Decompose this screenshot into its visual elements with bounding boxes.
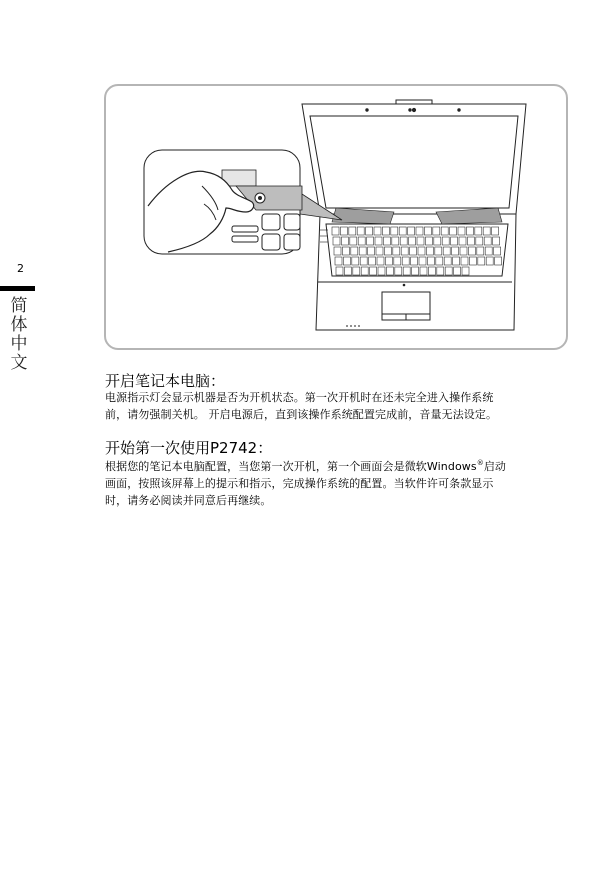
keyboard-key [385, 257, 392, 265]
keyboard-key [451, 237, 458, 245]
keyboard-key [399, 227, 406, 235]
keyboard-key [384, 247, 391, 255]
keyboard-key [357, 227, 364, 235]
keyboard-key [444, 257, 451, 265]
keyboard-key [350, 237, 357, 245]
keyboard-key [361, 267, 368, 275]
keyboard-key [466, 227, 473, 235]
keyboard-key [426, 247, 433, 255]
keyboard-key [417, 237, 424, 245]
keyboard-key [416, 227, 423, 235]
keyboard-key [400, 237, 407, 245]
keyboard-key [450, 227, 457, 235]
side-tab-char: 文 [10, 353, 28, 373]
keyboard-key [475, 227, 482, 235]
keyboard-key [453, 257, 460, 265]
keyboard-key [443, 247, 450, 255]
keyboard-key [340, 227, 347, 235]
keyboard-key [412, 267, 419, 275]
keyboard-key [391, 227, 398, 235]
keyboard-key [492, 227, 499, 235]
paragraph-line: 画面，按照该屏幕上的提示和指示，完成操作系统的配置。当软件许可条款显示 [105, 477, 494, 490]
keyboard-key [437, 267, 444, 275]
keyboard-key [436, 257, 443, 265]
keyboard-key [342, 247, 349, 255]
keyboard-key [332, 227, 339, 235]
paragraph-line [105, 458, 575, 475]
keyboard-key [458, 227, 465, 235]
keyboard-key [409, 237, 416, 245]
keyboard-key [434, 237, 441, 245]
side-tab-char: 简 [10, 296, 28, 316]
keyboard-key [360, 257, 367, 265]
laptop-lid [302, 100, 526, 214]
side-tab-char: 体 [10, 315, 28, 335]
keyboard-key [452, 247, 459, 255]
keyboard-key [336, 267, 343, 275]
keyboard-key [495, 257, 502, 265]
laptop-illustration [106, 86, 570, 352]
keyboard-key [366, 227, 373, 235]
section-heading-power-on: 开启笔记本电脑： [105, 372, 226, 390]
keyboard-key [393, 247, 400, 255]
keyboard-key [424, 227, 431, 235]
keyboard-key [411, 257, 418, 265]
keyboard-key [469, 257, 476, 265]
keyboard-key [395, 267, 402, 275]
keyboard-key [377, 257, 384, 265]
laptop-illustration-frame [104, 84, 568, 350]
registered-mark: ® [476, 459, 484, 467]
keyboard-key [435, 247, 442, 255]
keyboard-key [333, 237, 340, 245]
keyboard-key [454, 267, 461, 275]
keyboard-key [442, 237, 449, 245]
zoom-callout [144, 150, 302, 254]
keyboard-key [461, 257, 468, 265]
keyboard-key [402, 257, 409, 265]
keyboard-key [425, 237, 432, 245]
keyboard-key [478, 257, 485, 265]
keyboard-key [344, 267, 351, 275]
keyboard-key [386, 267, 393, 275]
keyboard-key [392, 237, 399, 245]
keyboard-key [477, 247, 484, 255]
keyboard-key [403, 267, 410, 275]
keyboard-key [445, 267, 452, 275]
side-tab-char: 中 [10, 334, 28, 354]
side-tab-bar [0, 286, 35, 291]
keyboard-key [369, 257, 376, 265]
keyboard-key [349, 227, 356, 235]
side-tab-language [9, 297, 29, 373]
keyboard-key [368, 247, 375, 255]
keyboard-key [486, 257, 493, 265]
keyboard-key [334, 247, 341, 255]
keyboard-key [418, 247, 425, 255]
keyboard-key [394, 257, 401, 265]
keyboard-key [467, 237, 474, 245]
keyboard-key [335, 257, 342, 265]
keyboard-key [352, 257, 359, 265]
keyboard-key [483, 227, 490, 235]
keyboard-key [343, 257, 350, 265]
keyboard-key [358, 237, 365, 245]
section-body-first-use [105, 458, 575, 509]
keyboard-key [427, 257, 434, 265]
keyboard-key [410, 247, 417, 255]
keyboard-key [485, 247, 492, 255]
line-text: 根据您的笔记本电脑配置，当您第一次开机，第一个画面会是微软Windows [105, 460, 477, 473]
page-number: 2 [17, 262, 24, 275]
keyboard-key [459, 237, 466, 245]
keyboard-key [433, 227, 440, 235]
keyboard-key [493, 237, 500, 245]
keyboard-key [353, 267, 360, 275]
section-body-power-on [105, 389, 575, 423]
keyboard-key [376, 247, 383, 255]
line-text: 启动 [483, 460, 507, 473]
paragraph-line: 前，请勿强制关机。 开启电源后，直到该操作系统配置完成前，音量无法设定。 [105, 408, 498, 421]
keyboard-key [383, 237, 390, 245]
keyboard-key [378, 267, 385, 275]
keyboard-key [374, 227, 381, 235]
keyboard-key [359, 247, 366, 255]
paragraph-line: 电源指示灯会显示机器是否为开机状态。第一次开机时在还未完全进入操作系统 [105, 391, 494, 404]
keyboard-key [484, 237, 491, 245]
keyboard-key [382, 227, 389, 235]
keyboard-key [494, 247, 501, 255]
keyboard-key [351, 247, 358, 255]
keyboard-key [420, 267, 427, 275]
keyboard-key [419, 257, 426, 265]
keyboard-key [476, 237, 483, 245]
keyboard-key [441, 227, 448, 235]
keyboard-key [462, 267, 469, 275]
keyboard-key [408, 227, 415, 235]
keyboard-key [460, 247, 467, 255]
keyboard-key [428, 267, 435, 275]
keyboard-key [401, 247, 408, 255]
keyboard-key [468, 247, 475, 255]
section-heading-first-use: 开始第一次使用P2742： [105, 439, 273, 457]
keyboard-key [370, 267, 377, 275]
keyboard-key [341, 237, 348, 245]
keyboard-key [375, 237, 382, 245]
keyboard-key [367, 237, 374, 245]
paragraph-line: 时，请务必阅读并同意后再继续。 [105, 494, 272, 507]
